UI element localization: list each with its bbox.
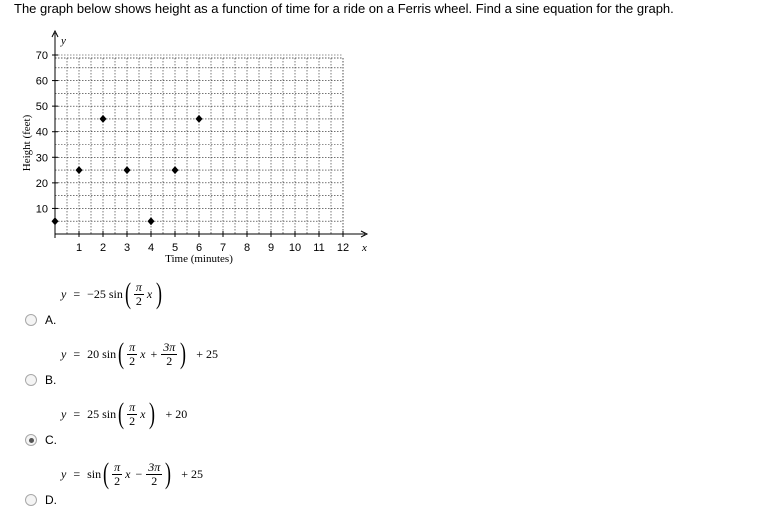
option-letter: B.	[45, 373, 57, 387]
x-tick-label: 3	[123, 242, 131, 254]
x-tick-label: 6	[195, 242, 203, 254]
x-tick-label: 10	[288, 242, 302, 254]
data-point	[52, 217, 59, 225]
x-axis-letter: x	[362, 242, 367, 254]
option-equation: y = −25 sin ( π 2 x )	[61, 277, 163, 310]
chart-axes	[52, 31, 367, 238]
data-point	[196, 115, 203, 123]
x-tick-label: 9	[267, 242, 275, 254]
chart-grid	[55, 55, 343, 234]
y-axis-label: Height (feet)	[21, 114, 33, 172]
option-radio[interactable]	[25, 434, 37, 446]
option-letter: D.	[45, 493, 57, 507]
option-equation: y = 25 sin ( π 2 x ) + 20	[61, 397, 188, 430]
option-radio[interactable]	[25, 374, 37, 386]
data-point	[124, 166, 131, 174]
x-tick-label: 7	[219, 242, 227, 254]
data-point	[172, 166, 179, 174]
option-radio[interactable]	[25, 314, 37, 326]
option-equation: y = sin ( π 2 x − $\frac{3\pi}{2}$ ) + 25	[61, 457, 204, 490]
y-tick-label: 70	[35, 50, 48, 62]
data-point	[100, 115, 107, 123]
y-tick-label: 10	[35, 203, 48, 216]
option-letter: A.	[45, 313, 57, 327]
data-point	[76, 166, 83, 174]
question-text: The graph below shows height as a function of time for a ride on a Ferris wheel. Find a sine equation for the graph.	[14, 1, 674, 16]
x-tick-label: 4	[147, 242, 155, 254]
y-tick-label: 60	[35, 75, 48, 88]
y-tick-label: 20	[35, 177, 48, 190]
y-axis-letter: y	[61, 35, 66, 47]
data-point	[148, 217, 155, 225]
option-letter: C.	[45, 433, 57, 447]
y-tick-label: 50	[35, 101, 48, 114]
x-tick-label: 8	[243, 242, 251, 254]
x-axis-label: Time (minutes)	[165, 253, 233, 265]
option-equation: y = 20 sin ( π 2 x + $\frac{3\pi}{2}$ ) + 25	[61, 337, 219, 370]
x-tick-label: 1	[75, 242, 83, 254]
x-tick-label: 12	[336, 242, 350, 254]
x-tick-label: 2	[99, 242, 107, 254]
x-tick-label: 11	[313, 242, 325, 254]
option-radio[interactable]	[25, 494, 37, 506]
y-tick-label: 30	[35, 152, 48, 165]
x-tick-label: 5	[171, 242, 179, 254]
y-tick-label: 40	[35, 126, 48, 139]
